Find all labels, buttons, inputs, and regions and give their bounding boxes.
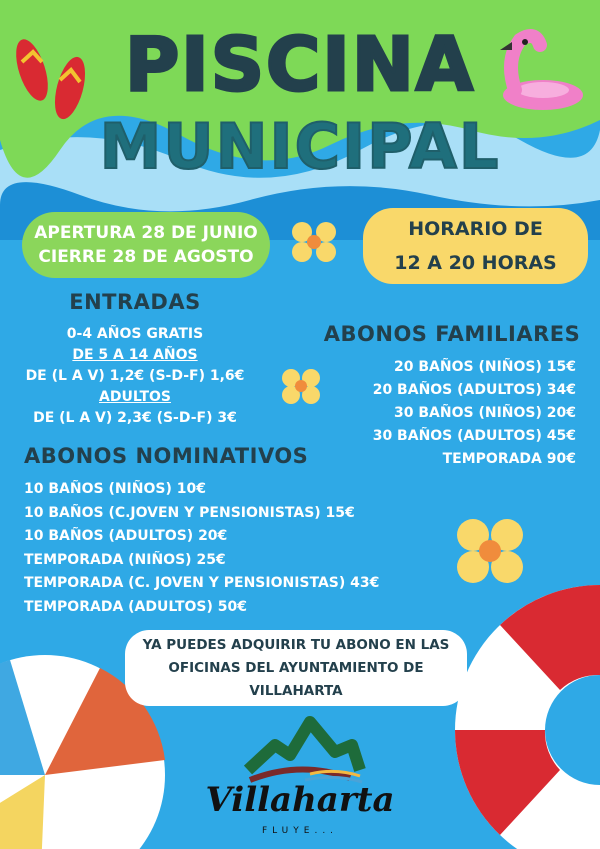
purchase-info-box: [125, 630, 467, 706]
opening-dates-pill: [22, 212, 270, 278]
opening-date: APERTURA 28 DE JUNIO: [34, 223, 258, 243]
familiares-list: [330, 356, 576, 471]
familiares-row: 20 BAÑOS (NIÑOS) 15€: [394, 359, 576, 375]
logo-tagline: FLUYE...: [261, 826, 339, 836]
title-line-2: MUNICIPAL: [99, 110, 501, 183]
familiares-heading: ABONOS FAMILIARES: [323, 322, 581, 346]
entradas-row: DE (L A V) 1,2€ (S-D-F) 1,6€: [25, 368, 245, 384]
familiares-row: 30 BAÑOS (NIÑOS) 20€: [394, 405, 576, 421]
nominativos-row: 10 BAÑOS (NIÑOS) 10€: [24, 481, 206, 497]
entradas-row: DE (L A V) 2,3€ (S-D-F) 3€: [33, 410, 237, 426]
entradas-row: 0-4 AÑOS GRATIS: [66, 326, 204, 342]
entradas-row: DE 5 A 14 AÑOS: [72, 347, 198, 363]
nominativos-list: [24, 478, 379, 619]
entradas-heading: ENTRADAS: [69, 290, 201, 314]
schedule-line-2: 12 A 20 HORAS: [394, 252, 557, 274]
familiares-row: 30 BAÑOS (ADULTOS) 45€: [372, 428, 576, 444]
closing-date: CIERRE 28 DE AGOSTO: [38, 247, 254, 267]
nominativos-row: 10 BAÑOS (C.JOVEN Y PENSIONISTAS) 15€: [24, 504, 355, 521]
schedule-line-1: HORARIO DE: [408, 218, 543, 240]
familiares-row: TEMPORADA 90€: [442, 451, 576, 467]
nominativos-row: 10 BAÑOS (ADULTOS) 20€: [24, 528, 228, 544]
title-line-1: PISCINA: [124, 22, 476, 108]
info-line-1: YA PUEDES ADQUIRIR TU ABONO EN LAS: [142, 636, 450, 653]
nominativos-row: TEMPORADA (NIÑOS) 25€: [24, 551, 226, 568]
nominativos-row: TEMPORADA (C. JOVEN Y PENSIONISTAS) 43€: [24, 575, 380, 591]
familiares-row: 20 BAÑOS (ADULTOS) 34€: [372, 382, 576, 398]
entradas-list: [10, 324, 260, 429]
nominativos-heading: ABONOS NOMINATIVOS: [24, 444, 309, 468]
logo-name: Villaharta: [205, 780, 395, 820]
info-line-3: VILLAHARTA: [249, 682, 343, 699]
entradas-row: ADULTOS: [99, 389, 171, 405]
schedule-pill: [363, 208, 588, 284]
info-line-2: OFICINAS DEL AYUNTAMIENTO DE: [168, 659, 424, 676]
nominativos-row: TEMPORADA (ADULTOS) 50€: [24, 598, 248, 615]
